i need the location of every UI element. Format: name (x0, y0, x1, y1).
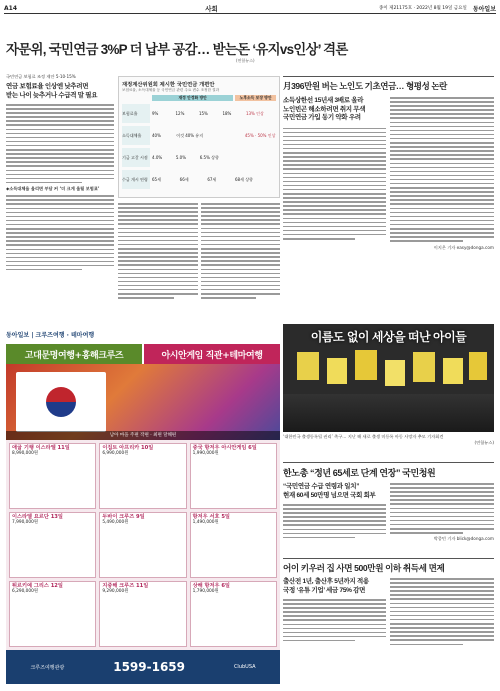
ad-photo-caption: 남아 마을 주편 작편 · 최편 달해편 (6, 431, 280, 440)
table-title: 재정계산위원회 제시한 국민연금 개편안 (122, 82, 215, 88)
right-subhead-1: 소득상한선 15년새 3배로 올라 (283, 97, 364, 104)
story2-byline: 박종민 기자 blick@donga.com (433, 535, 494, 541)
ad-tour-cell[interactable]: 두바이 크루즈 9일 5,490,000원 (99, 512, 186, 578)
ad-partner-logo: ClubUSA (233, 664, 256, 670)
table-note: 보험료율, 소득대체율 등 국민연금 관련 주요 변수 조정한 결과 (122, 88, 220, 92)
lead-subhead-2: 받는 나이 늦추거나 수급격 말 필요 (6, 91, 98, 99)
ad-band-left: 고대문명여행+홍해크루즈 (6, 344, 142, 364)
table-rows (122, 104, 276, 189)
table-row: 소득대체율 40% 이것 40% 유지 45% · 50% 인상 (122, 126, 276, 145)
lead-story-col2 (118, 203, 198, 299)
ad-tour-cell[interactable]: 튀르키예 그리스 12일 6,290,000원 (9, 581, 96, 647)
ad-photo (6, 364, 280, 440)
ad-tour-cell[interactable]: 상해 항저우 6일 1,790,000원 (190, 581, 277, 647)
ad-tour-grid (6, 440, 280, 650)
table-head-left: 재정 안정화 방안 (152, 95, 233, 101)
ad-tour-cell[interactable]: 애굽 기행 이스라엘 11일 8,990,000원 (9, 443, 96, 509)
table-head-right: 노후소득 보장 방안 (235, 95, 276, 101)
table-row: 보험료율 9% 12% 15% 18% 13% 인상 (122, 104, 276, 123)
right-story (283, 76, 494, 251)
ad-band-right: 아시안게임 직관+테마여행 (144, 344, 280, 364)
story3 (283, 558, 494, 645)
photo-caption: ‘대한민국 출생등록될 권리’ 촉구… 지난 해 새로 출생 미등록 아동 사망자 추모 기자회견 (283, 434, 444, 439)
ad-phone[interactable]: 1599-1659 (113, 660, 185, 674)
table-row: 기금 고갈 시점 4.0% 5.0% 6.5% 상향 (122, 148, 276, 167)
news-photo (283, 324, 494, 432)
ad-header (6, 324, 280, 344)
right-subhead-2: 노인빈곤 해소하려면 취지 무색 (283, 105, 366, 113)
right-subhead-3: 국민연금 가입 동기 약화 우려 (283, 114, 361, 121)
korean-flag-icon (16, 372, 106, 432)
ad-contact: 크루즈여행관광 (30, 664, 65, 671)
right-byline: 이지은 기자 easy@donga.com (433, 244, 494, 250)
lead-story-col3 (201, 203, 280, 299)
ad-tour-cell[interactable]: 지중해 크루즈 11일 9,290,000원 (99, 581, 186, 647)
ad-footer (6, 650, 280, 684)
page-header (4, 3, 496, 14)
ad-title-band (6, 344, 280, 364)
story3-subhead-1: 출산전 1년, 출산후 5년까지 적용 (283, 578, 369, 585)
photo-credit: (연합뉴스) (236, 58, 255, 63)
page-number: A14 (4, 4, 17, 12)
ad-tour-cell[interactable]: 항저우 서호 5일 1,490,000원 (190, 512, 277, 578)
lead-subhead-1: 연금 보험료율 인상엔 낮추려면 (6, 83, 89, 90)
photo-caption-block (283, 434, 494, 446)
photo-byline: (연합뉴스) (474, 439, 494, 445)
ad-tour-cell[interactable]: 이스라엘 요르단 13일 7,990,000원 (9, 512, 96, 578)
issue-date: 종이 제21175호 · 2022년 8월 19일 금요일 (378, 6, 467, 11)
lead-story-col1 (6, 74, 114, 270)
right-headline: 月396만원 버는 노인도 기초연금… 형평성 논란 (283, 81, 447, 91)
story2-subhead-1: “국민연금 수급 연령과 일치” (283, 483, 360, 490)
story3-headline: 어이 키우러 집 사면 500만원 이하 취득세 면제 (283, 563, 445, 573)
lead-body-text (6, 104, 114, 183)
photo-title: 이름도 없이 세상을 떠난 아이들 (310, 330, 467, 344)
story3-subhead-2: 국정 ‘유튜 기업’ 세금 75% 감면 (283, 586, 366, 594)
story2-subhead-2: 현재 60세 50만명 넘으면 국회 회부 (283, 491, 376, 499)
lead-caption: 국민연금 보험료 조정 제안 5·10·15% (6, 74, 76, 79)
newspaper-logo: 동아일보 (472, 5, 496, 13)
section-name: 사회 (205, 4, 218, 13)
ad-tour-cell[interactable]: 중국 항저우 아시안게임 6일 1,990,000원 (190, 443, 277, 509)
lead-mid-subhead: ◆소득대체율 올리면 부담 커 ‘더 크게 올릴 보험료’ (6, 186, 100, 192)
ad-tour-cell[interactable]: 이집트 아프리카 10일 6,990,000원 (99, 443, 186, 509)
pension-table (118, 76, 280, 198)
main-headline: 자문위, 국민연금 3%P 더 납부 공감… 받는돈 ‘유지vs인상’ 격론 (6, 42, 348, 57)
story2-headline: 한노총 “정년 65세로 단계 연장” 국민청원 (283, 468, 436, 478)
story2 (283, 462, 494, 542)
table-row: 수급 개시 연령 65세 66세 67세 68세 상향 (122, 170, 276, 189)
ad-brand: 동아일보 | 크루즈여행 · 테마여행 (6, 331, 95, 339)
